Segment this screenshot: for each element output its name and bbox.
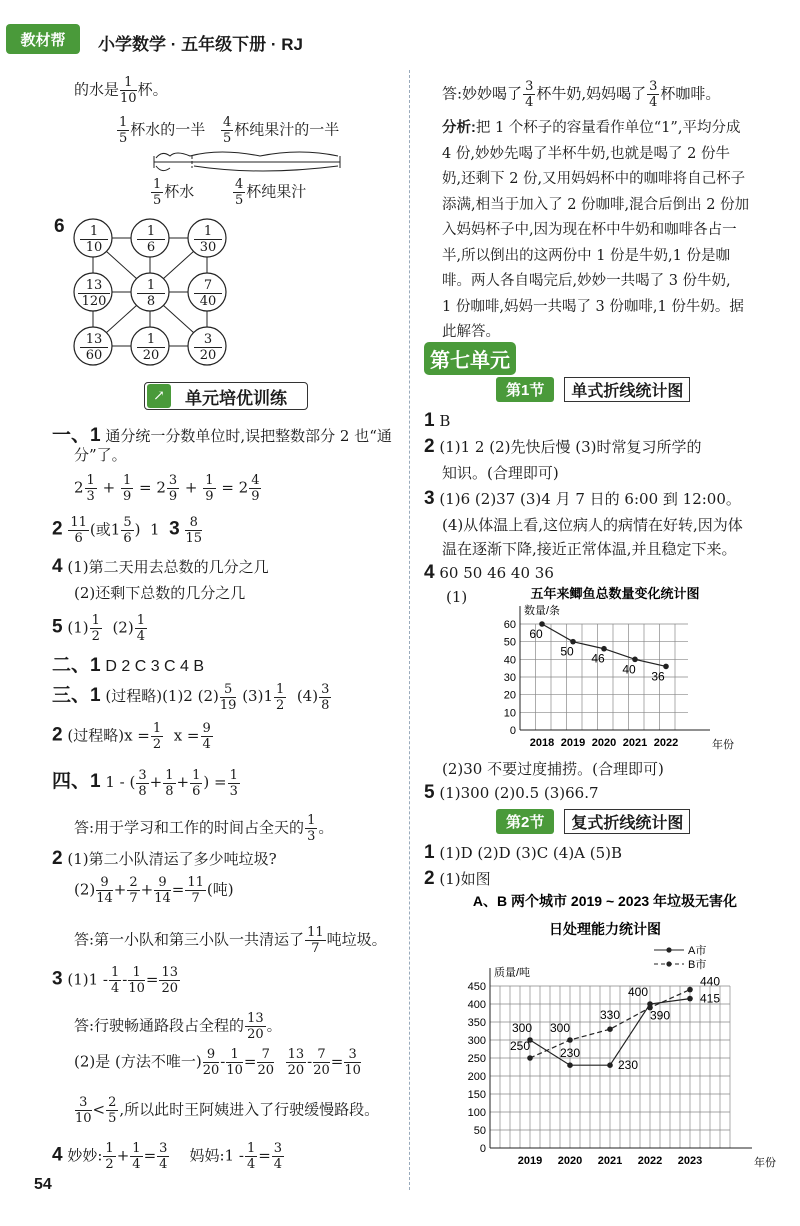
data-label: 440 bbox=[699, 974, 721, 989]
y-tick-label: 400 bbox=[467, 999, 486, 1011]
section-header-training: ↗ 单元培优训练 bbox=[144, 382, 308, 410]
r-q1: 1 B bbox=[424, 410, 451, 431]
data-point bbox=[539, 621, 545, 627]
data-label: 50 bbox=[560, 644, 574, 659]
part-2: 二、1 D 2 C 3 C 4 B bbox=[52, 655, 205, 676]
column-divider bbox=[409, 70, 411, 1190]
segment-lines bbox=[110, 146, 350, 176]
r-q4: 4 60 50 46 40 36 bbox=[424, 562, 554, 583]
r-q4-1: (1) bbox=[446, 588, 468, 606]
y-tick-label: 450 bbox=[467, 981, 486, 993]
grid-cell: $\frac{1}{6}$ bbox=[137, 225, 165, 254]
data-point bbox=[567, 1037, 573, 1043]
part-3-q1: 三、1 (过程略)(1)2 (2) $\frac{5}{19}$ (3)1 $\frac{1}{2}$ (4) $\frac{3}{8}$ bbox=[52, 681, 330, 713]
legend-label: A市 bbox=[688, 945, 707, 957]
data-point bbox=[607, 1062, 613, 1068]
part-1-q4: 4 (1)第二天用去总数的几分之几 bbox=[52, 556, 269, 577]
part-4-q3-2: (2)是 (方法不唯一) $\frac{9}{20}$ - $\frac{1}{10}$ = $\frac{7}{20}$ $\frac{13}{20}$ - $\frac{7}{20}$ = $\frac{3}{10}$ bbox=[74, 1047, 361, 1078]
legend-marker bbox=[666, 947, 671, 952]
data-point bbox=[632, 657, 638, 663]
part-1-q1: 一、1 通分统一分数单位时,误把整数部分 2 也“通 bbox=[52, 425, 392, 446]
segment-diagram: $\frac{1}{5}$ 杯水的一半 $\frac{4}{5}$ 杯纯果汁的一半 $\frac{1}{5}$ 杯水 $\frac{4}{5}$ 杯纯果汁 bbox=[110, 116, 370, 216]
data-point bbox=[567, 1062, 573, 1068]
r-q4-2: (2)30 不要过度捕捞。(合理即可) bbox=[442, 760, 664, 778]
grid-cell: $\frac{1}{30}$ bbox=[194, 225, 222, 254]
page-number: 54 bbox=[34, 1176, 52, 1193]
y-tick-label: 200 bbox=[467, 1071, 486, 1083]
grid-cell: $\frac{1}{10}$ bbox=[80, 225, 108, 254]
r-q5: 5 (1)300 (2)0.5 (3)66.7 bbox=[424, 782, 599, 803]
y-tick-label: 0 bbox=[509, 725, 516, 737]
x-tick-label: 2023 bbox=[677, 1155, 703, 1167]
x-axis-label: 年份 bbox=[754, 1157, 776, 1169]
part-4-q4: 4 妙妙: $\frac{1}{2}$ + $\frac{1}{4}$ = $\frac{3}{4}$ 妈妈:1 - $\frac{1}{4}$ = $\frac{3}{4}$ bbox=[52, 1141, 283, 1172]
data-point bbox=[527, 1055, 533, 1061]
part-1-q4-2: (2)还剩下总数的几分之几 bbox=[74, 584, 246, 602]
chart-fish-count bbox=[480, 582, 734, 762]
t-q1: 1 (1)D (2)D (3)C (4)A (5)B bbox=[424, 842, 623, 863]
part-4-q2-eq: (2) $\frac{9}{14}$ + $\frac{2}{7}$ + $\frac{9}{14}$ = $\frac{11}{7}$ (吨) bbox=[74, 875, 234, 906]
data-point bbox=[601, 646, 607, 652]
part-4-q3-answer: 答:行驶畅通路段占全程的 $\frac{13}{20}$ 。 bbox=[74, 1011, 282, 1042]
part-1-q1-cont: 分”了。 bbox=[74, 446, 127, 464]
data-point bbox=[663, 664, 669, 670]
data-label: 36 bbox=[651, 669, 665, 684]
part-4-q1-answer: 答:用于学习和工作的时间占全天的 $\frac{1}{3}$ 。 bbox=[74, 813, 334, 844]
data-label: 300 bbox=[549, 1021, 571, 1035]
legend-label: B市 bbox=[688, 959, 707, 971]
x-tick-label: 2019 bbox=[517, 1155, 543, 1167]
data-label: 230 bbox=[559, 1046, 581, 1061]
r-q2-cont: 知识。(合理即可) bbox=[442, 464, 559, 482]
grid-cell: $\frac{7}{40}$ bbox=[194, 279, 222, 308]
x-tick-label: 2020 bbox=[557, 1155, 583, 1167]
part-4-q1: 四、1 1 - ( $\frac{3}{8}$ + $\frac{1}{8}$ + $\frac{1}{6}$ ) = $\frac{1}{3}$ bbox=[52, 767, 238, 799]
r-q3-cont1: (4)从体温上看,这位病人的病情在好转,因为体 bbox=[442, 516, 743, 534]
part-1-q5: 5 (1) $\frac{1}{2}$ (2) $\frac{1}{4}$ bbox=[52, 613, 145, 644]
x-axis-label: 年份 bbox=[712, 739, 734, 751]
y-tick-label: 20 bbox=[503, 689, 516, 702]
data-point bbox=[687, 987, 693, 993]
section-1-header: 第1节 单式折线统计图 bbox=[496, 376, 690, 402]
part-1-q2-q3: 2 $\frac{11}{6}$ (或1 $\frac{5}{6}$ ) 1 3 $\frac{8}{15}$ bbox=[52, 515, 202, 546]
unit-title: 第七单元 bbox=[424, 342, 516, 375]
data-label: 330 bbox=[599, 1008, 621, 1023]
y-tick-label: 100 bbox=[467, 1107, 486, 1119]
y-tick-label: 60 bbox=[503, 619, 516, 631]
y-tick-label: 0 bbox=[479, 1143, 486, 1155]
x-tick-label: 2020 bbox=[591, 737, 617, 749]
fraction-circle-labels bbox=[70, 215, 220, 370]
chart-title: A、B 两个城市 2019 ~ 2023 年垃圾无害化 bbox=[472, 893, 738, 909]
data-point bbox=[607, 1026, 613, 1032]
chart-title: 五年来鲫鱼总数量变化统计图 bbox=[530, 586, 700, 601]
y-tick-label: 300 bbox=[467, 1035, 486, 1047]
r-q2: 2 (1)1 2 (2)先快后慢 (3)时常复习所学的 bbox=[424, 436, 702, 457]
chart-trend-icon: ↗ bbox=[147, 384, 171, 408]
grid-cell: $\frac{1}{8}$ bbox=[137, 279, 165, 308]
chart-subtitle: 日处理能力统计图 bbox=[549, 921, 661, 937]
x-tick-label: 2022 bbox=[653, 737, 679, 749]
header-title: 小学数学 · 五年级下册 · RJ bbox=[98, 35, 303, 54]
chart-waste-capacity bbox=[430, 888, 780, 1178]
grid-cell: $\frac{13}{60}$ bbox=[80, 333, 108, 362]
left-line-1: 的水是 $\frac{1}{10}$ 杯。 bbox=[74, 75, 168, 106]
grid-cell: $\frac{13}{120}$ bbox=[78, 279, 110, 308]
y-tick-label: 50 bbox=[473, 1125, 486, 1137]
part-4-q2-answer: 答:第一小队和第三小队一共清运了 $\frac{11}{7}$ 吨垃圾。 bbox=[74, 925, 387, 956]
data-label: 230 bbox=[617, 1058, 639, 1073]
logo-text: 教材帮 bbox=[20, 31, 66, 49]
t-q2: 2 (1)如图 bbox=[424, 868, 491, 889]
analysis-block: 分析:把 1 个杯子的容量看作单位“1”,平均分成 4 份,妙妙先喝了半杯牛奶,也就是喝了 2 份牛 奶,还剩下 2 份,又用妈妈杯中的咖啡将自己杯子 添满,相当于加入了 2 份咖啡,混合后倒出 2 份加 入妈妈杯子中,因为现在杯中牛奶和咖啡各占一 半,所以倒出的这两份中 1 份是牛奶,1 份是咖 啡。两人各自喝完后,妙妙一共喝了 3 份牛奶, 1 份咖啡,妈妈一共喝了 3 份咖啡,1 份牛奶。据 此解答。 bbox=[442, 120, 750, 340]
y-tick-label: 150 bbox=[467, 1089, 486, 1101]
part-4-q2: 2 (1)第二小队清运了多少吨垃圾? bbox=[52, 848, 277, 869]
data-point bbox=[570, 639, 576, 645]
grid-cell: $\frac{1}{20}$ bbox=[137, 333, 165, 362]
right-answer: 答:妙妙喝了 $\frac{3}{4}$ 杯牛奶,妈妈喝了 $\frac{3}{4}$ 杯咖啡。 bbox=[442, 79, 721, 110]
y-tick-label: 250 bbox=[467, 1053, 486, 1065]
data-point bbox=[687, 996, 693, 1002]
r-q3-cont2: 温在逐渐下降,接近正常体温,并且稳定下来。 bbox=[442, 540, 737, 558]
y-tick-label: 50 bbox=[503, 636, 516, 649]
data-label: 400 bbox=[627, 985, 649, 999]
y-tick-label: 350 bbox=[467, 1017, 486, 1029]
y-axis-label: 数量/条 bbox=[524, 605, 561, 617]
data-label: 300 bbox=[511, 1021, 533, 1035]
r-q3: 3 (1)6 (2)37 (3)4 月 7 日的 6:00 到 12:00。 bbox=[424, 488, 741, 509]
part-4-q3-3: $\frac{3}{10}$ < $\frac{2}{5}$ ,所以此时王阿姨进入了行驶缓慢路段。 bbox=[75, 1095, 380, 1126]
y-tick-label: 10 bbox=[503, 707, 516, 720]
data-label: 60 bbox=[529, 627, 543, 641]
y-tick-label: 30 bbox=[503, 672, 516, 684]
data-label: 46 bbox=[591, 651, 605, 666]
x-tick-label: 2019 bbox=[560, 737, 586, 749]
x-tick-label: 2021 bbox=[622, 737, 648, 749]
y-axis-label: 质量/吨 bbox=[494, 967, 531, 979]
y-tick-label: 40 bbox=[503, 654, 516, 667]
x-tick-label: 2022 bbox=[637, 1155, 663, 1167]
fraction: $\frac{1}{10}$ bbox=[120, 75, 137, 106]
logo-badge bbox=[6, 24, 80, 54]
grid-cell: $\frac{3}{20}$ bbox=[194, 333, 222, 362]
legend-marker bbox=[666, 961, 671, 966]
section-2-header: 第2节 复式折线统计图 bbox=[496, 808, 690, 834]
question-6: 6 bbox=[54, 216, 65, 237]
part-4-q3: 3 (1)1 - $\frac{1}{4}$ - $\frac{1}{10}$ = $\frac{13}{20}$ bbox=[52, 965, 179, 996]
equation-1: 2 $\frac{1}{3}$ + $\frac{1}{9}$ = 2 $\frac{3}{9}$ + $\frac{1}{9}$ = 2 $\frac{4}{9}$ bbox=[74, 473, 260, 504]
x-tick-label: 2018 bbox=[529, 737, 555, 749]
data-label: 390 bbox=[649, 1008, 671, 1023]
data-label: 250 bbox=[509, 1039, 531, 1053]
data-label: 40 bbox=[622, 662, 636, 677]
part-3-q2: 2 (过程略)x = $\frac{1}{2}$ x = $\frac{9}{4}$ bbox=[52, 721, 211, 752]
x-tick-label: 2021 bbox=[597, 1155, 623, 1167]
data-label: 415 bbox=[699, 991, 721, 1006]
